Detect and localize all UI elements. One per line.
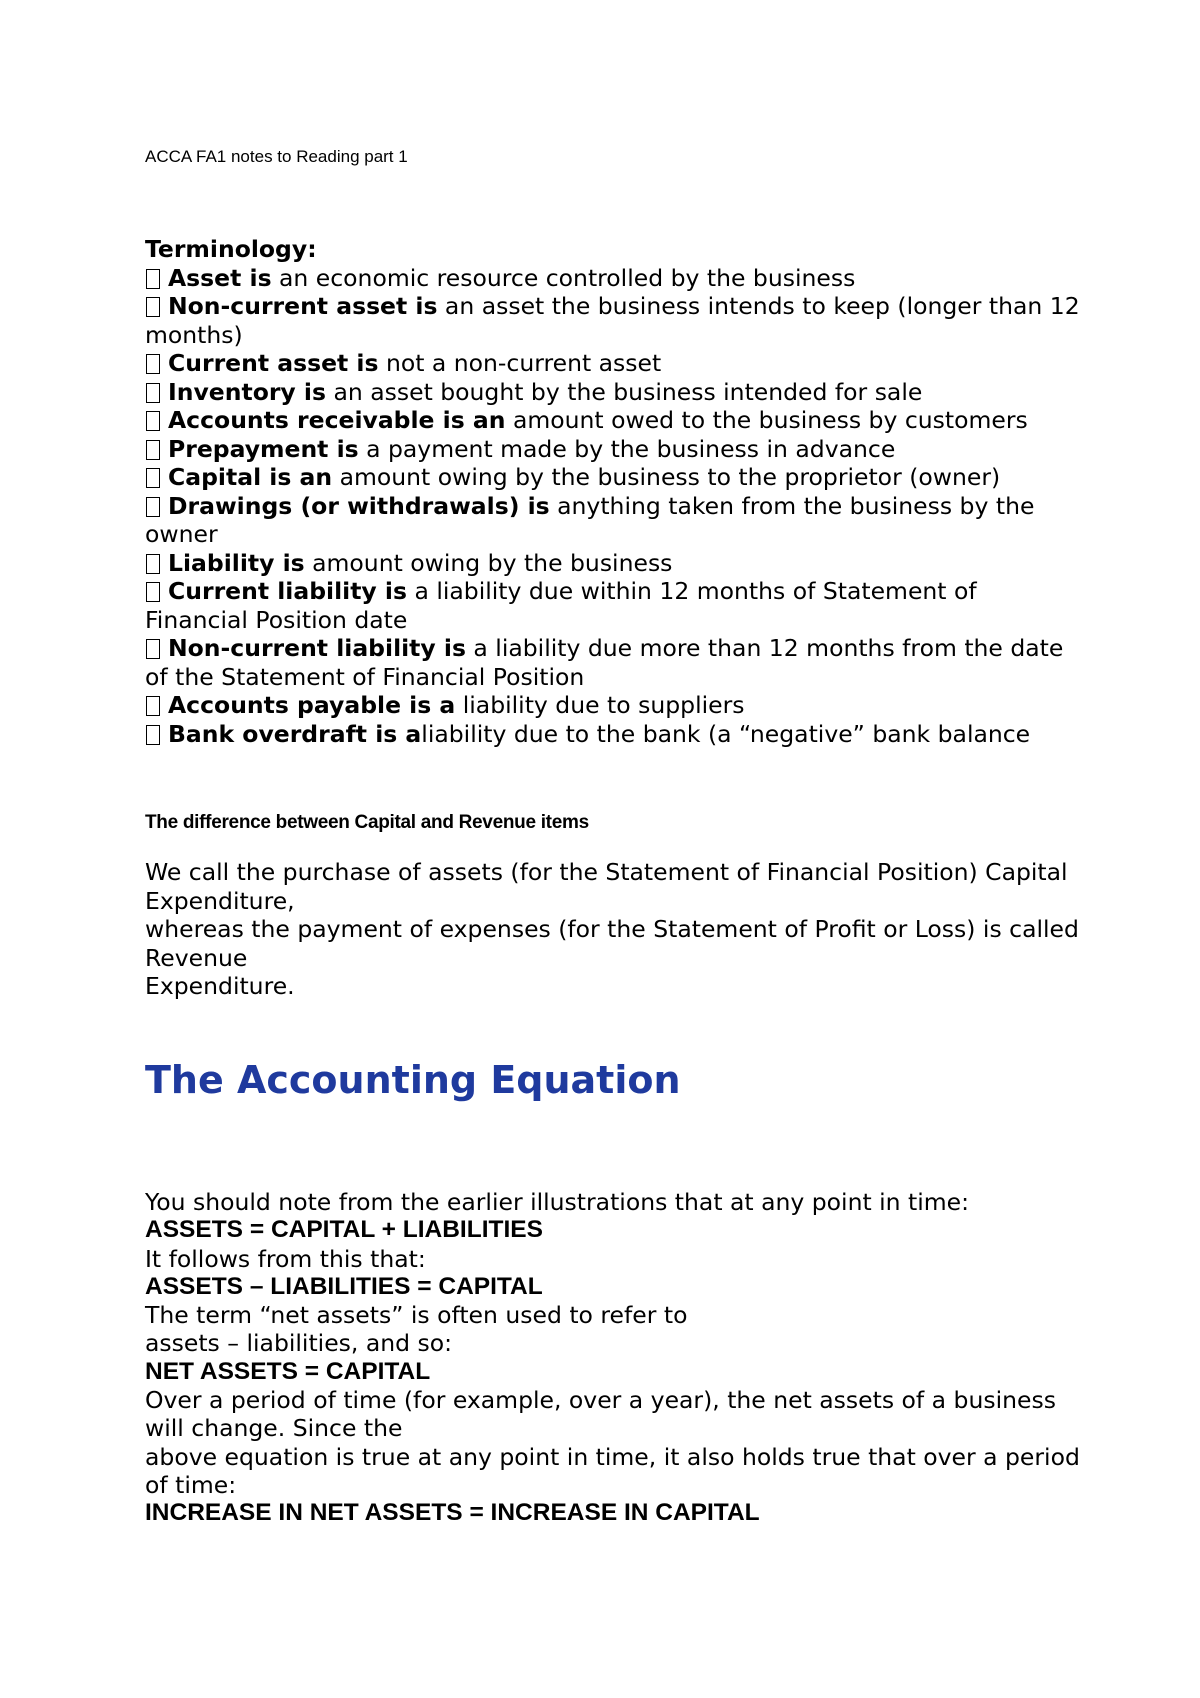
bullet-box-icon xyxy=(146,269,160,289)
term-name: Capital is an xyxy=(168,463,333,491)
term-definition: a liability due within 12 months of Statement of Financial Position date xyxy=(145,577,977,634)
term-definition: not a non-current asset xyxy=(378,349,662,377)
document-header: ACCA FA1 notes to Reading part 1 xyxy=(145,147,408,166)
terminology-list xyxy=(145,264,1080,749)
terminology-heading: Terminology: xyxy=(145,235,317,263)
equation-text: It follows from this that: xyxy=(145,1244,426,1273)
bullet-box-icon xyxy=(146,468,160,488)
equation-formula: ASSETS = CAPITAL + LIABILITIES xyxy=(145,1216,543,1244)
equation-formula: ASSETS – LIABILITIES = CAPITAL xyxy=(145,1272,543,1300)
equation-text: The term “net assets” is often used to refer to xyxy=(145,1301,688,1330)
bullet-box-icon xyxy=(146,696,160,716)
accounting-equation-heading: The Accounting Equation xyxy=(145,1058,681,1102)
bullet-box-icon xyxy=(146,497,160,517)
term-name: Accounts payable is a xyxy=(168,691,456,719)
capital-revenue-line: Expenditure. xyxy=(145,972,295,1000)
term-name: Drawings (or withdrawals) is xyxy=(168,491,550,520)
bullet-box-icon xyxy=(146,354,160,374)
term-definition: an asset bought by the business intended for sale xyxy=(325,377,923,406)
term-item xyxy=(145,406,1080,435)
term-definition: anything taken from the business by the owner xyxy=(145,491,1035,548)
term-item xyxy=(145,577,1080,634)
bullet-box-icon xyxy=(146,440,160,460)
term-item xyxy=(145,492,1080,549)
term-definition: liability due to the bank (a “negative” bank balance xyxy=(421,719,1031,748)
term-name: Liability is xyxy=(168,548,305,577)
term-name: Bank overdraft is a xyxy=(168,719,422,748)
term-item xyxy=(145,378,1080,407)
bullet-box-icon xyxy=(146,582,160,602)
term-definition: an asset the business intends to keep (longer than 12 months) xyxy=(145,292,1080,349)
term-name: Non-current asset is xyxy=(168,292,438,320)
bullet-box-icon xyxy=(146,639,160,659)
term-definition: amount owed to the business by customers xyxy=(505,406,1028,434)
equation-text: above equation is true at any point in time, it also holds true that over a period of time: xyxy=(145,1442,1080,1499)
capital-revenue-heading: The difference between Capital and Revenue items xyxy=(145,812,589,833)
term-definition: amount owing by the business to the proprietor (owner) xyxy=(332,463,1001,491)
term-item xyxy=(145,691,1080,720)
bullet-box-icon xyxy=(146,725,160,745)
term-item xyxy=(145,720,1080,749)
term-name: Current liability is xyxy=(168,577,407,605)
equation-text: Over a period of time (for example, over a year), the net assets of a business will change. Since the xyxy=(145,1386,1056,1443)
term-item xyxy=(145,292,1080,349)
equation-text: You should note from the earlier illustrations that at any point in time: xyxy=(145,1188,970,1216)
term-item xyxy=(145,264,1080,293)
term-definition: an economic resource controlled by the business xyxy=(271,263,856,292)
term-item xyxy=(145,634,1080,691)
term-definition: a liability due more than 12 months from the date of the Statement of Financial Position xyxy=(145,634,1064,691)
term-definition: liability due to suppliers xyxy=(455,691,745,719)
term-name: Accounts receivable is an xyxy=(168,406,506,434)
term-definition: a payment made by the business in advance xyxy=(358,434,896,463)
term-item xyxy=(145,463,1080,492)
term-item xyxy=(145,435,1080,464)
term-definition: amount owing by the business xyxy=(304,548,673,577)
term-item xyxy=(145,549,1080,578)
term-name: Inventory is xyxy=(168,377,326,406)
bullet-box-icon xyxy=(146,383,160,403)
term-name: Current asset is xyxy=(168,349,379,377)
term-item xyxy=(145,349,1080,378)
term-name: Prepayment is xyxy=(168,434,359,463)
term-name: Asset is xyxy=(168,263,272,292)
capital-revenue-text xyxy=(145,858,1080,1001)
equation-text: assets – liabilities, and so: xyxy=(145,1329,453,1358)
capital-revenue-line: We call the purchase of assets (for the Statement of Financial Position) Capital Expenditure, xyxy=(145,858,1068,915)
term-name: Non-current liability is xyxy=(168,634,466,662)
bullet-box-icon xyxy=(146,554,160,574)
terminology-section xyxy=(145,235,1080,748)
equation-formula: NET ASSETS = CAPITAL xyxy=(145,1357,431,1385)
bullet-box-icon xyxy=(146,411,160,431)
bullet-box-icon xyxy=(146,297,160,317)
equation-formula: INCREASE IN NET ASSETS = INCREASE IN CAPITAL xyxy=(145,1499,760,1527)
accounting-equation-body xyxy=(145,1188,1080,1528)
capital-revenue-line: whereas the payment of expenses (for the Statement of Profit or Loss) is called Revenue xyxy=(145,915,1079,972)
